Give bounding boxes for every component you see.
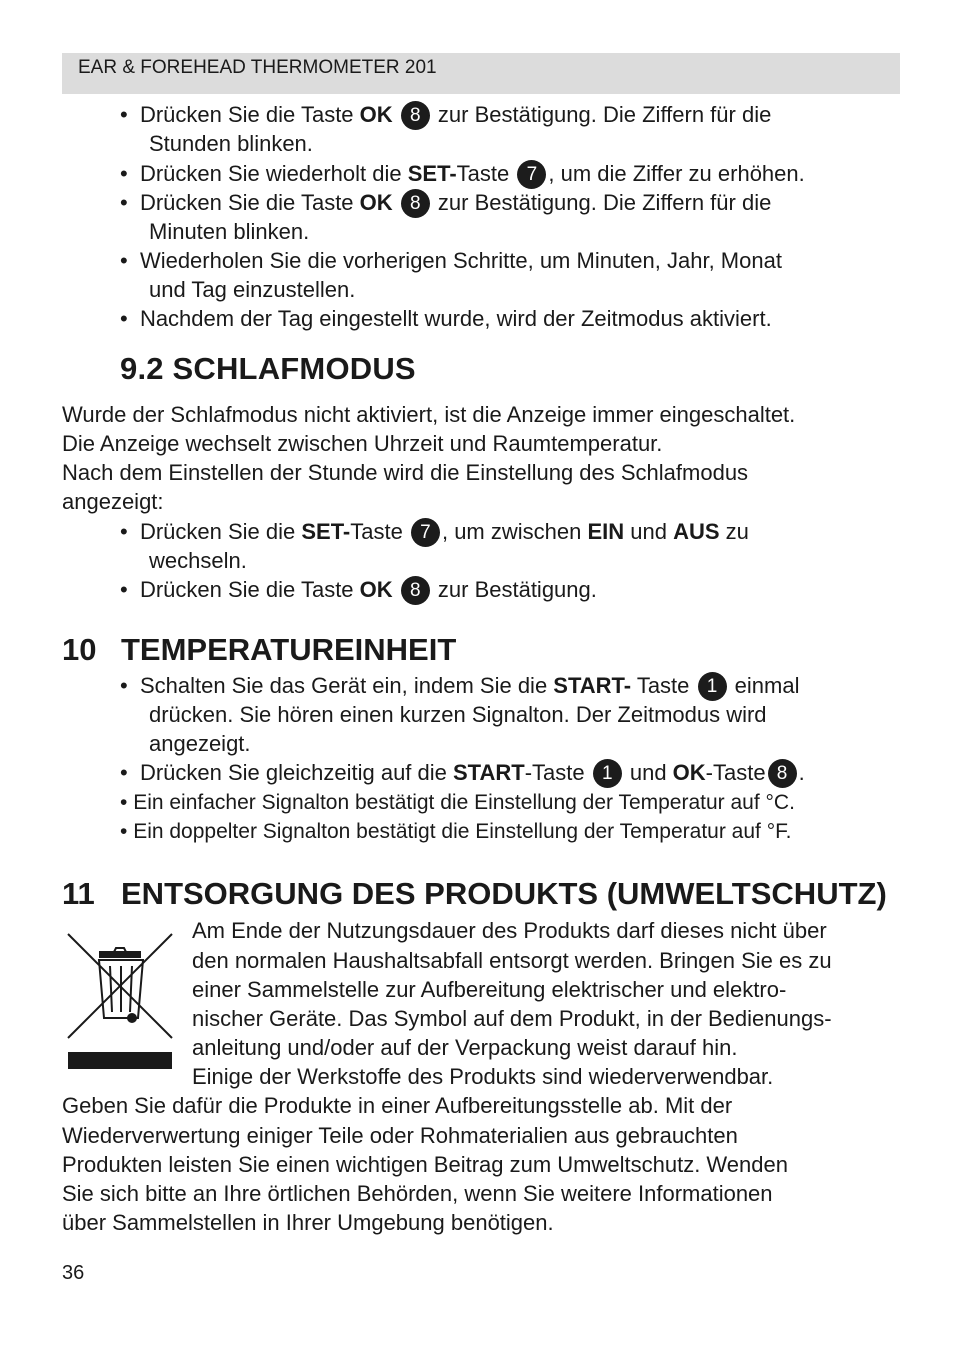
list-item-continuation: und Tag einzustellen. (149, 277, 356, 302)
list-item-continuation: angezeigt. (149, 731, 251, 756)
section-heading-9-2: 9.2 SCHLAFMODUS (120, 351, 416, 386)
header-bar (62, 53, 900, 94)
ok-key-icon: 8 (401, 189, 430, 218)
list-item-continuation: wechseln. (149, 548, 247, 573)
list-item: • Drücken Sie gleichzeitig auf die START-Taste 1 und OK-Taste 8 . (120, 758, 805, 789)
section-number: 10 (62, 632, 97, 667)
ok-key-icon: 8 (401, 576, 430, 605)
list-item: • Drücken Sie wiederholt die SET-Taste 7 , um die Ziffer zu erhöhen. (120, 159, 805, 190)
list-item: • Drücken Sie die Taste OK 8 zur Bestätigung. Die Ziffern für die (120, 100, 771, 131)
paragraph-line: Nach dem Einstellen der Stunde wird die Einstellung des Schlafmodus (62, 460, 749, 485)
crossed-out-wheelie-bin-icon (66, 926, 176, 1071)
paragraph-line: nischer Geräte. Das Symbol auf dem Produkt, in der Bedienungs- (192, 1006, 832, 1031)
paragraph-line: angezeigt: (62, 489, 164, 514)
list-item-continuation: Minuten blinken. (149, 219, 310, 244)
list-item: • Wiederholen Sie die vorherigen Schritte, um Minuten, Jahr, Monat (120, 248, 782, 273)
paragraph-line: Geben Sie dafür die Produkte in einer Aufbereitungsstelle ab. Mit der (62, 1093, 733, 1118)
paragraph-line: Wurde der Schlafmodus nicht aktiviert, ist die Anzeige immer eingeschaltet. (62, 402, 796, 427)
set-key-icon: 7 (411, 518, 440, 547)
section-number: 11 (62, 876, 95, 911)
ok-key-icon: 8 (768, 759, 797, 788)
paragraph-line: Produkten leisten Sie einen wichtigen Beitrag zum Umweltschutz. Wenden (62, 1152, 788, 1177)
list-item: • Drücken Sie die SET-Taste 7 , um zwischen EIN und AUS zu (120, 517, 749, 548)
paragraph-line: Die Anzeige wechselt zwischen Uhrzeit und Raumtemperatur. (62, 431, 663, 456)
list-item: • Ein doppelter Signalton bestätigt die Einstellung der Temperatur auf °F. (120, 820, 792, 843)
section-title: ENTSORGUNG DES PRODUKTS (UMWELTSCHUTZ) (121, 876, 887, 911)
paragraph-line: Sie sich bitte an Ihre örtlichen Behörden, wenn Sie weitere Informationen (62, 1181, 773, 1206)
section-title: TEMPERATUREINHEIT (121, 632, 457, 667)
list-item: • Schalten Sie das Gerät ein, indem Sie die START- Taste 1 einmal (120, 671, 799, 702)
paragraph-line: über Sammelstellen in Ihrer Umgebung benötigen. (62, 1210, 554, 1235)
page-number: 36 (62, 1262, 85, 1284)
paragraph-line: anleitung und/oder auf der Verpackung weist darauf hin. (192, 1035, 738, 1060)
start-key-icon: 1 (698, 672, 727, 701)
start-key-icon: 1 (593, 759, 622, 788)
section-heading-10 (62, 632, 456, 668)
ok-key-icon: 8 (401, 101, 430, 130)
paragraph-line: einer Sammelstelle zur Aufbereitung elektrischer und elektro- (192, 977, 787, 1002)
document-title: EAR & FOREHEAD THERMOMETER 201 (78, 57, 437, 78)
section-heading-11 (62, 876, 887, 912)
paragraph-line: Am Ende der Nutzungsdauer des Produkts darf dieses nicht über (192, 918, 827, 943)
paragraph-line: Wiederverwertung einiger Teile oder Rohmaterialien aus gebrauchten (62, 1123, 738, 1148)
set-key-icon: 7 (517, 160, 546, 189)
paragraph-line: Einige der Werkstoffe des Produkts sind wiederverwendbar. (192, 1064, 774, 1089)
paragraph-line: den normalen Haushaltsabfall entsorgt werden. Bringen Sie es zu (192, 948, 832, 973)
list-item: • Nachdem der Tag eingestellt wurde, wird der Zeitmodus aktiviert. (120, 306, 772, 331)
list-item: • Ein einfacher Signalton bestätigt die Einstellung der Temperatur auf °C. (120, 791, 795, 814)
list-item: • Drücken Sie die Taste OK 8 zur Bestätigung. Die Ziffern für die (120, 188, 771, 219)
list-item-continuation: Stunden blinken. (149, 131, 313, 156)
list-item: • Drücken Sie die Taste OK 8 zur Bestätigung. (120, 575, 597, 606)
list-item-continuation: drücken. Sie hören einen kurzen Signalton. Der Zeitmodus wird (149, 702, 767, 727)
